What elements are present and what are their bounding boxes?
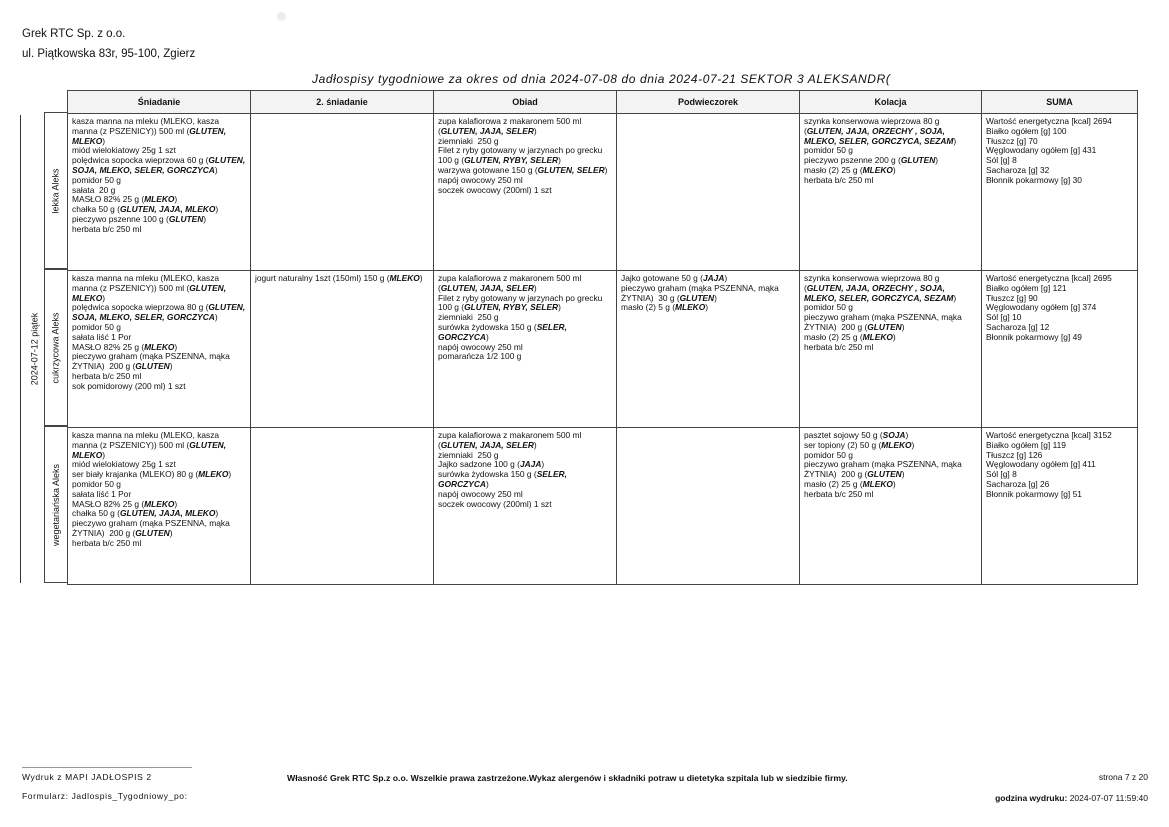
allergen-text: GLUTEN, JAJA, MLEKO [119, 508, 216, 519]
allergen-text: GLUTEN, JAJA, SELER [440, 439, 534, 450]
dish-text: ) [558, 155, 561, 166]
diet-label: wegetariańska Aleks [51, 463, 62, 546]
dish-text: surówka żydowska 150 g ( [438, 321, 537, 332]
allergen-text: GLUTEN, SOJA, MLEKO, SELER, GORCZYCA [72, 302, 248, 323]
menu-line [72, 382, 246, 392]
dish-text: Błonnik pokarmowy [g] 49 [986, 331, 1082, 342]
allergen-text: GLUTEN [135, 527, 170, 538]
dish-text: herbata b/c 250 ml [72, 370, 142, 381]
dish-text: ) [203, 213, 207, 224]
dish-text: sałata liść 1 Por [72, 488, 132, 499]
dish-text: soczek owocowy (200ml) 1 szt [438, 498, 552, 509]
allergen-text: GLUTEN, SOJA, MLEKO, SELER, GORCZYCA [72, 155, 248, 175]
dish-text: Jajko gotowane 50 g ( [621, 273, 703, 283]
dish-text: ) [174, 498, 178, 509]
dish-text: kasza manna na mleku (MLEKO, kasza manna (z PSZENICY)) 500 ml ( [72, 430, 222, 450]
dish-text: ) [714, 292, 717, 303]
dish-text: pomidor 50 g [72, 478, 121, 489]
column-header: Śniadanie [68, 91, 251, 114]
menu-cell [68, 428, 251, 585]
menu-line [986, 490, 1133, 500]
allergen-text: MLEKO [881, 439, 912, 450]
footer-left [22, 767, 192, 801]
page-number: strona 7 z 20 [1098, 772, 1148, 782]
dish-text: MASŁO 82% 25 g ( [72, 498, 145, 509]
menu-cell [434, 114, 617, 271]
allergen-text: GLUTEN [900, 155, 936, 166]
dish-text: pomidor 50 g [72, 174, 121, 185]
dish-text: ) [228, 469, 232, 480]
menu-line [72, 156, 246, 176]
menu-cell [617, 428, 800, 585]
dish-text: Węglowodany ogółem [g] 411 [986, 459, 1096, 470]
dish-text: ser biały krajanka (MLEKO) 80 g ( [72, 469, 199, 480]
weekly-menu-table [67, 90, 1138, 585]
company-address: ul. Piątkowska 83r, 95-100, Zgierz [22, 48, 196, 60]
menu-line [438, 470, 612, 490]
menu-line [438, 500, 612, 510]
form-name: Formularz: Jadlospis_Tygodniowy_po: [22, 791, 188, 801]
dish-text: Wartość energetyczna [kcal] 2695 [986, 273, 1112, 283]
menu-cell [982, 428, 1138, 585]
dish-text: Wartość energetyczna [kcal] 3152 [986, 430, 1112, 440]
menu-line [804, 313, 977, 333]
menu-line [438, 294, 612, 314]
allergen-text: GLUTEN, JAJA, ORZECHY , SOJA, MLEKO, SELER, GORCZYCA, SEZAM [804, 282, 954, 303]
dish-text: herbata b/c 250 ml [804, 174, 874, 185]
dish-text: Filet z ryby gotowany w jarzynach po grecku 100 g ( [438, 292, 605, 313]
menu-line [986, 176, 1133, 186]
menu-line [72, 539, 246, 549]
menu-line [804, 460, 977, 480]
allergen-text: JAJA [519, 459, 542, 470]
dish-text: masło (2) 25 g ( [804, 478, 863, 489]
column-header: Kolacja [800, 91, 982, 114]
dish-text: ) [102, 449, 106, 460]
dish-text: kasza manna na mleku (MLEKO, kasza manna (z PSZENICY)) 500 ml ( [72, 273, 222, 293]
dish-text: pomidor 50 g [804, 449, 853, 460]
allergen-text: GLUTEN [679, 292, 715, 303]
dish-text: ) [215, 204, 219, 215]
dish-text: pieczywo graham (mąka PSZENNA, mąka ŻYTNIA) 200 g ( [72, 518, 233, 538]
dish-text: ) [169, 527, 173, 538]
menu-line [72, 519, 246, 539]
dish-text: zupa kalafiorowa z makaronem 500 ml ( [438, 116, 584, 136]
print-time-value: 2024-07-07 11:59:40 [1069, 793, 1148, 803]
dish-text: miód wielokiatowy 25g 1 szt [72, 459, 176, 470]
allergen-text: MLEKO [862, 331, 893, 342]
dish-text: ) [214, 164, 218, 175]
allergen-text: GLUTEN, RYBY, SELER [464, 302, 559, 313]
dish-text: MASŁO 82% 25 g ( [72, 341, 145, 352]
dish-text: ) [214, 312, 218, 323]
dish-text: ziemniaki 250 g [438, 135, 499, 146]
dish-text: surówka żydowska 150 g ( [438, 469, 537, 480]
menu-line [621, 303, 795, 313]
menu-line [72, 352, 246, 372]
diet-label: lekka Aleks [51, 167, 61, 214]
dish-text: ) [102, 292, 106, 303]
dish-text: Błonnik pokarmowy [g] 30 [986, 174, 1082, 185]
menu-line [438, 146, 612, 166]
menu-line [72, 431, 246, 460]
diet-label-cell [44, 269, 67, 426]
dish-text: herbata b/c 250 ml [72, 223, 142, 234]
dish-text: kasza manna na mleku (MLEKO, kasza manna (z PSZENICY)) 500 ml ( [72, 116, 222, 136]
allergen-text: MLEKO [144, 194, 175, 205]
menu-cell [800, 271, 982, 428]
allergen-text: GLUTEN, JAJA, MLEKO [119, 204, 216, 215]
dish-text: warzywa gotowane 150 g ( [438, 164, 538, 175]
dish-text: ) [169, 361, 173, 372]
company-name: Grek RTC Sp. z o.o. [22, 28, 126, 40]
dish-text: ) [892, 478, 896, 489]
allergen-text: GLUTEN [168, 213, 204, 224]
menu-cell [251, 271, 434, 428]
dish-text: jogurt naturalny 1szt (150ml) 150 g ( [255, 273, 390, 283]
dish-text: ) [892, 164, 896, 175]
dish-text: Węglowodany ogółem [g] 431 [986, 145, 1097, 156]
allergen-text: MLEKO [144, 341, 175, 352]
dish-text: polędwica sopocka wieprzowa 60 g ( [72, 155, 209, 166]
dish-text: Tłuszcz [g] 70 [986, 135, 1038, 146]
dish-text: szynka konserwowa wieprzowa 80 g ( [804, 273, 942, 293]
menu-cell [982, 114, 1138, 271]
allergen-text: GLUTEN [867, 469, 902, 480]
day-label: 2024-07-12 piątek [29, 312, 39, 386]
dish-text: ) [953, 135, 957, 146]
menu-line [804, 490, 977, 500]
dish-text: Sacharoza [g] 26 [986, 478, 1050, 489]
menu-line [986, 333, 1133, 343]
dish-text: ) [604, 164, 608, 175]
allergen-text: GLUTEN, JAJA, ORZECHY , SOJA, MLEKO, SELER, GORCZYCA, SEZAM [804, 125, 954, 146]
dish-text: ) [485, 478, 489, 489]
diet-label: cukrzycowa Aleks [51, 311, 61, 384]
table-header-row [68, 91, 1138, 114]
allergen-text: GLUTEN, MLEKO [72, 282, 229, 303]
dish-text: masło (2) 5 g ( [621, 302, 675, 313]
dish-text: ) [953, 292, 957, 303]
allergen-text: MLEKO [675, 302, 706, 313]
dish-text: pieczywo graham (mąka PSZENNA, mąka ŻYTNIA) 200 g ( [72, 351, 233, 372]
menu-cell [982, 271, 1138, 428]
menu-cell [434, 428, 617, 585]
dish-text: pieczywo graham (mąka PSZENNA, mąka ŻYTNIA) 200 g ( [804, 459, 965, 480]
menu-line [72, 274, 246, 303]
dish-text: sałata 20 g [72, 184, 116, 195]
menu-cell [68, 271, 251, 428]
scan-dot [277, 12, 286, 21]
allergen-text: GLUTEN [867, 321, 902, 332]
dish-text: pieczywo graham (mąka PSZENNA, mąka ŻYTNIA) 30 g ( [621, 282, 782, 303]
diet-label-cell [44, 112, 67, 269]
column-header: 2. śniadanie [251, 91, 434, 114]
dish-text: ziemniaki 250 g [438, 449, 499, 460]
dish-text: ) [705, 302, 709, 313]
dish-text: polędwica sopocka wieprzowa 80 g ( [72, 302, 209, 313]
menu-line [438, 186, 612, 196]
dish-text: Węglowodany ogółem [g] 374 [986, 302, 1097, 313]
dish-text: ) [533, 282, 537, 293]
dish-text: masło (2) 25 g ( [804, 164, 863, 175]
dish-text: herbata b/c 250 ml [72, 537, 142, 548]
dish-text: ) [419, 273, 423, 283]
menu-line [72, 225, 246, 235]
dish-text: Sacharoza [g] 32 [986, 164, 1050, 175]
allergen-text: GLUTEN, JAJA, SELER [440, 282, 534, 293]
dish-text: herbata b/c 250 ml [804, 488, 874, 499]
company-header [22, 24, 195, 64]
menu-line [438, 117, 612, 137]
menu-line [72, 303, 246, 323]
dish-text: pieczywo pszenne 100 g ( [72, 213, 169, 224]
dish-text: ) [174, 341, 178, 352]
allergen-text: GLUTEN, MLEKO [72, 439, 229, 460]
dish-text: pieczywo pszenne 200 g ( [804, 155, 901, 166]
allergen-text: JAJA [702, 273, 725, 283]
dish-text: ) [892, 331, 896, 342]
dish-text: MASŁO 82% 25 g ( [72, 194, 145, 205]
dish-text: ) [541, 459, 545, 470]
allergen-text: GLUTEN, RYBY, SELER [464, 155, 559, 166]
dish-text: pomidor 50 g [72, 321, 121, 332]
dish-text: Błonnik pokarmowy [g] 51 [986, 488, 1082, 499]
allergen-text: SELER, GORCZYCA [438, 469, 570, 489]
dish-text: Sól [g] 8 [986, 469, 1017, 480]
menu-line [438, 274, 612, 294]
dish-text: masło (2) 25 g ( [804, 331, 863, 342]
dish-text: sałata liść 1 Por [72, 331, 132, 342]
left-frame-line [20, 115, 21, 583]
day-label-column [24, 115, 44, 583]
dish-text: pomarańcza 1/2 100 g [438, 351, 522, 362]
menu-cell [800, 114, 982, 271]
dish-text: ) [901, 321, 905, 332]
menu-line [804, 274, 977, 303]
dish-text: pomidor 50 g [804, 302, 853, 313]
dish-text: ) [533, 125, 537, 136]
dish-text: ) [901, 469, 905, 480]
dish-text: zupa kalafiorowa z makaronem 500 ml ( [438, 430, 584, 450]
allergen-text: SOJA [882, 430, 906, 440]
report-title: Jadłospisy tygodniowe za okres od dnia 2024-07-08 do dnia 2024-07-21 SEKTOR 3 ALEKSANDR( [312, 72, 891, 86]
dish-text: ) [215, 508, 219, 519]
dish-text: pasztet sojowy 50 g ( [804, 430, 883, 440]
menu-line [72, 117, 246, 146]
dish-text: herbata b/c 250 ml [804, 341, 874, 352]
dish-text: ziemniaki 250 g [438, 312, 499, 323]
dish-text: Sacharoza [g] 12 [986, 321, 1050, 332]
allergen-text: GLUTEN, JAJA, SELER [440, 125, 534, 136]
dish-text: Tłuszcz [g] 90 [986, 292, 1038, 303]
dish-text: ) [102, 135, 106, 146]
dish-text: napój owocowy 250 ml [438, 174, 523, 185]
dish-text: soczek owocowy (200ml) 1 szt [438, 184, 552, 195]
allergen-text: GLUTEN, SELER [537, 164, 605, 175]
dish-text: szynka konserwowa wieprzowa 80 g ( [804, 116, 942, 136]
menu-line [438, 431, 612, 451]
menu-cell [251, 428, 434, 585]
allergen-text: MLEKO [862, 478, 893, 489]
dish-text: napój owocowy 250 ml [438, 341, 523, 352]
table-row [68, 114, 1138, 271]
dish-text: ) [905, 430, 909, 440]
dish-text: ) [724, 273, 728, 283]
menu-cell [800, 428, 982, 585]
dish-text: chałka 50 g ( [72, 204, 120, 215]
ownership-note: Własność Grek RTC Sp.z o.o. Wszelkie prawa zastrzeżone.Wykaz alergenów i składniki potraw u dietetyka szpitala lub w siedzibie firmy. [287, 773, 848, 783]
dish-text: Jajko sadzone 100 g ( [438, 459, 520, 470]
dish-text: ) [485, 331, 489, 342]
menu-line [804, 117, 977, 146]
dish-text: Białko ogółem [g] 119 [986, 439, 1066, 450]
menu-cell [617, 271, 800, 428]
menu-cell [251, 114, 434, 271]
menu-line [621, 284, 795, 304]
diet-label-cell [44, 426, 67, 583]
table-row [68, 428, 1138, 585]
dish-text: ) [174, 194, 178, 205]
allergen-text: GLUTEN, MLEKO [72, 125, 229, 146]
dish-text: chałka 50 g ( [72, 508, 120, 519]
allergen-text: SELER, GORCZYCA [438, 321, 570, 342]
table-row [68, 271, 1138, 428]
dish-text: Filet z ryby gotowany w jarzynach po grecku 100 g ( [438, 145, 605, 166]
column-header: SUMA [982, 91, 1138, 114]
dish-text: Wartość energetyczna [kcal] 2694 [986, 116, 1112, 126]
menu-line [804, 176, 977, 186]
menu-cell [434, 271, 617, 428]
allergen-text: GLUTEN [135, 361, 170, 372]
allergen-text: MLEKO [198, 469, 229, 480]
allergen-text: MLEKO [144, 498, 175, 509]
menu-line [804, 343, 977, 353]
menu-line [255, 274, 429, 284]
print-time-label: godzina wydruku: [995, 793, 1068, 803]
dish-text: zupa kalafiorowa z makaronem 500 ml ( [438, 273, 584, 293]
dish-text: Sól [g] 8 [986, 155, 1017, 166]
menu-cell [68, 114, 251, 271]
dish-text: napój owocowy 250 ml [438, 488, 523, 499]
dish-text: sok pomidorowy (200 ml) 1 szt [72, 380, 186, 391]
dish-text: Białko ogółem [g] 100 [986, 125, 1067, 136]
dish-text: ) [533, 439, 537, 450]
column-header: Obiad [434, 91, 617, 114]
dish-text: miód wielokiatowy 25g 1 szt [72, 145, 176, 156]
column-header: Podwieczorek [617, 91, 800, 114]
menu-line [438, 352, 612, 362]
allergen-text: MLEKO [862, 164, 893, 175]
dish-text: Sól [g] 10 [986, 312, 1022, 323]
menu-cell [617, 114, 800, 271]
printout-source: Wydruk z MAPI JADŁOSPIS 2 [22, 767, 192, 782]
dish-text: Białko ogółem [g] 121 [986, 282, 1067, 293]
dish-text: Tłuszcz [g] 126 [986, 449, 1043, 460]
dish-text: ) [558, 302, 561, 313]
dish-text: ser topiony (2) 50 g ( [804, 439, 882, 450]
dish-text: ) [911, 439, 915, 450]
menu-line [438, 323, 612, 343]
print-time [995, 793, 1148, 803]
dish-text: ) [935, 155, 939, 166]
dish-text: pomidor 50 g [804, 145, 853, 156]
allergen-text: MLEKO [389, 273, 420, 283]
dish-text: pieczywo graham (mąka PSZENNA, mąka ŻYTNIA) 200 g ( [804, 312, 965, 332]
